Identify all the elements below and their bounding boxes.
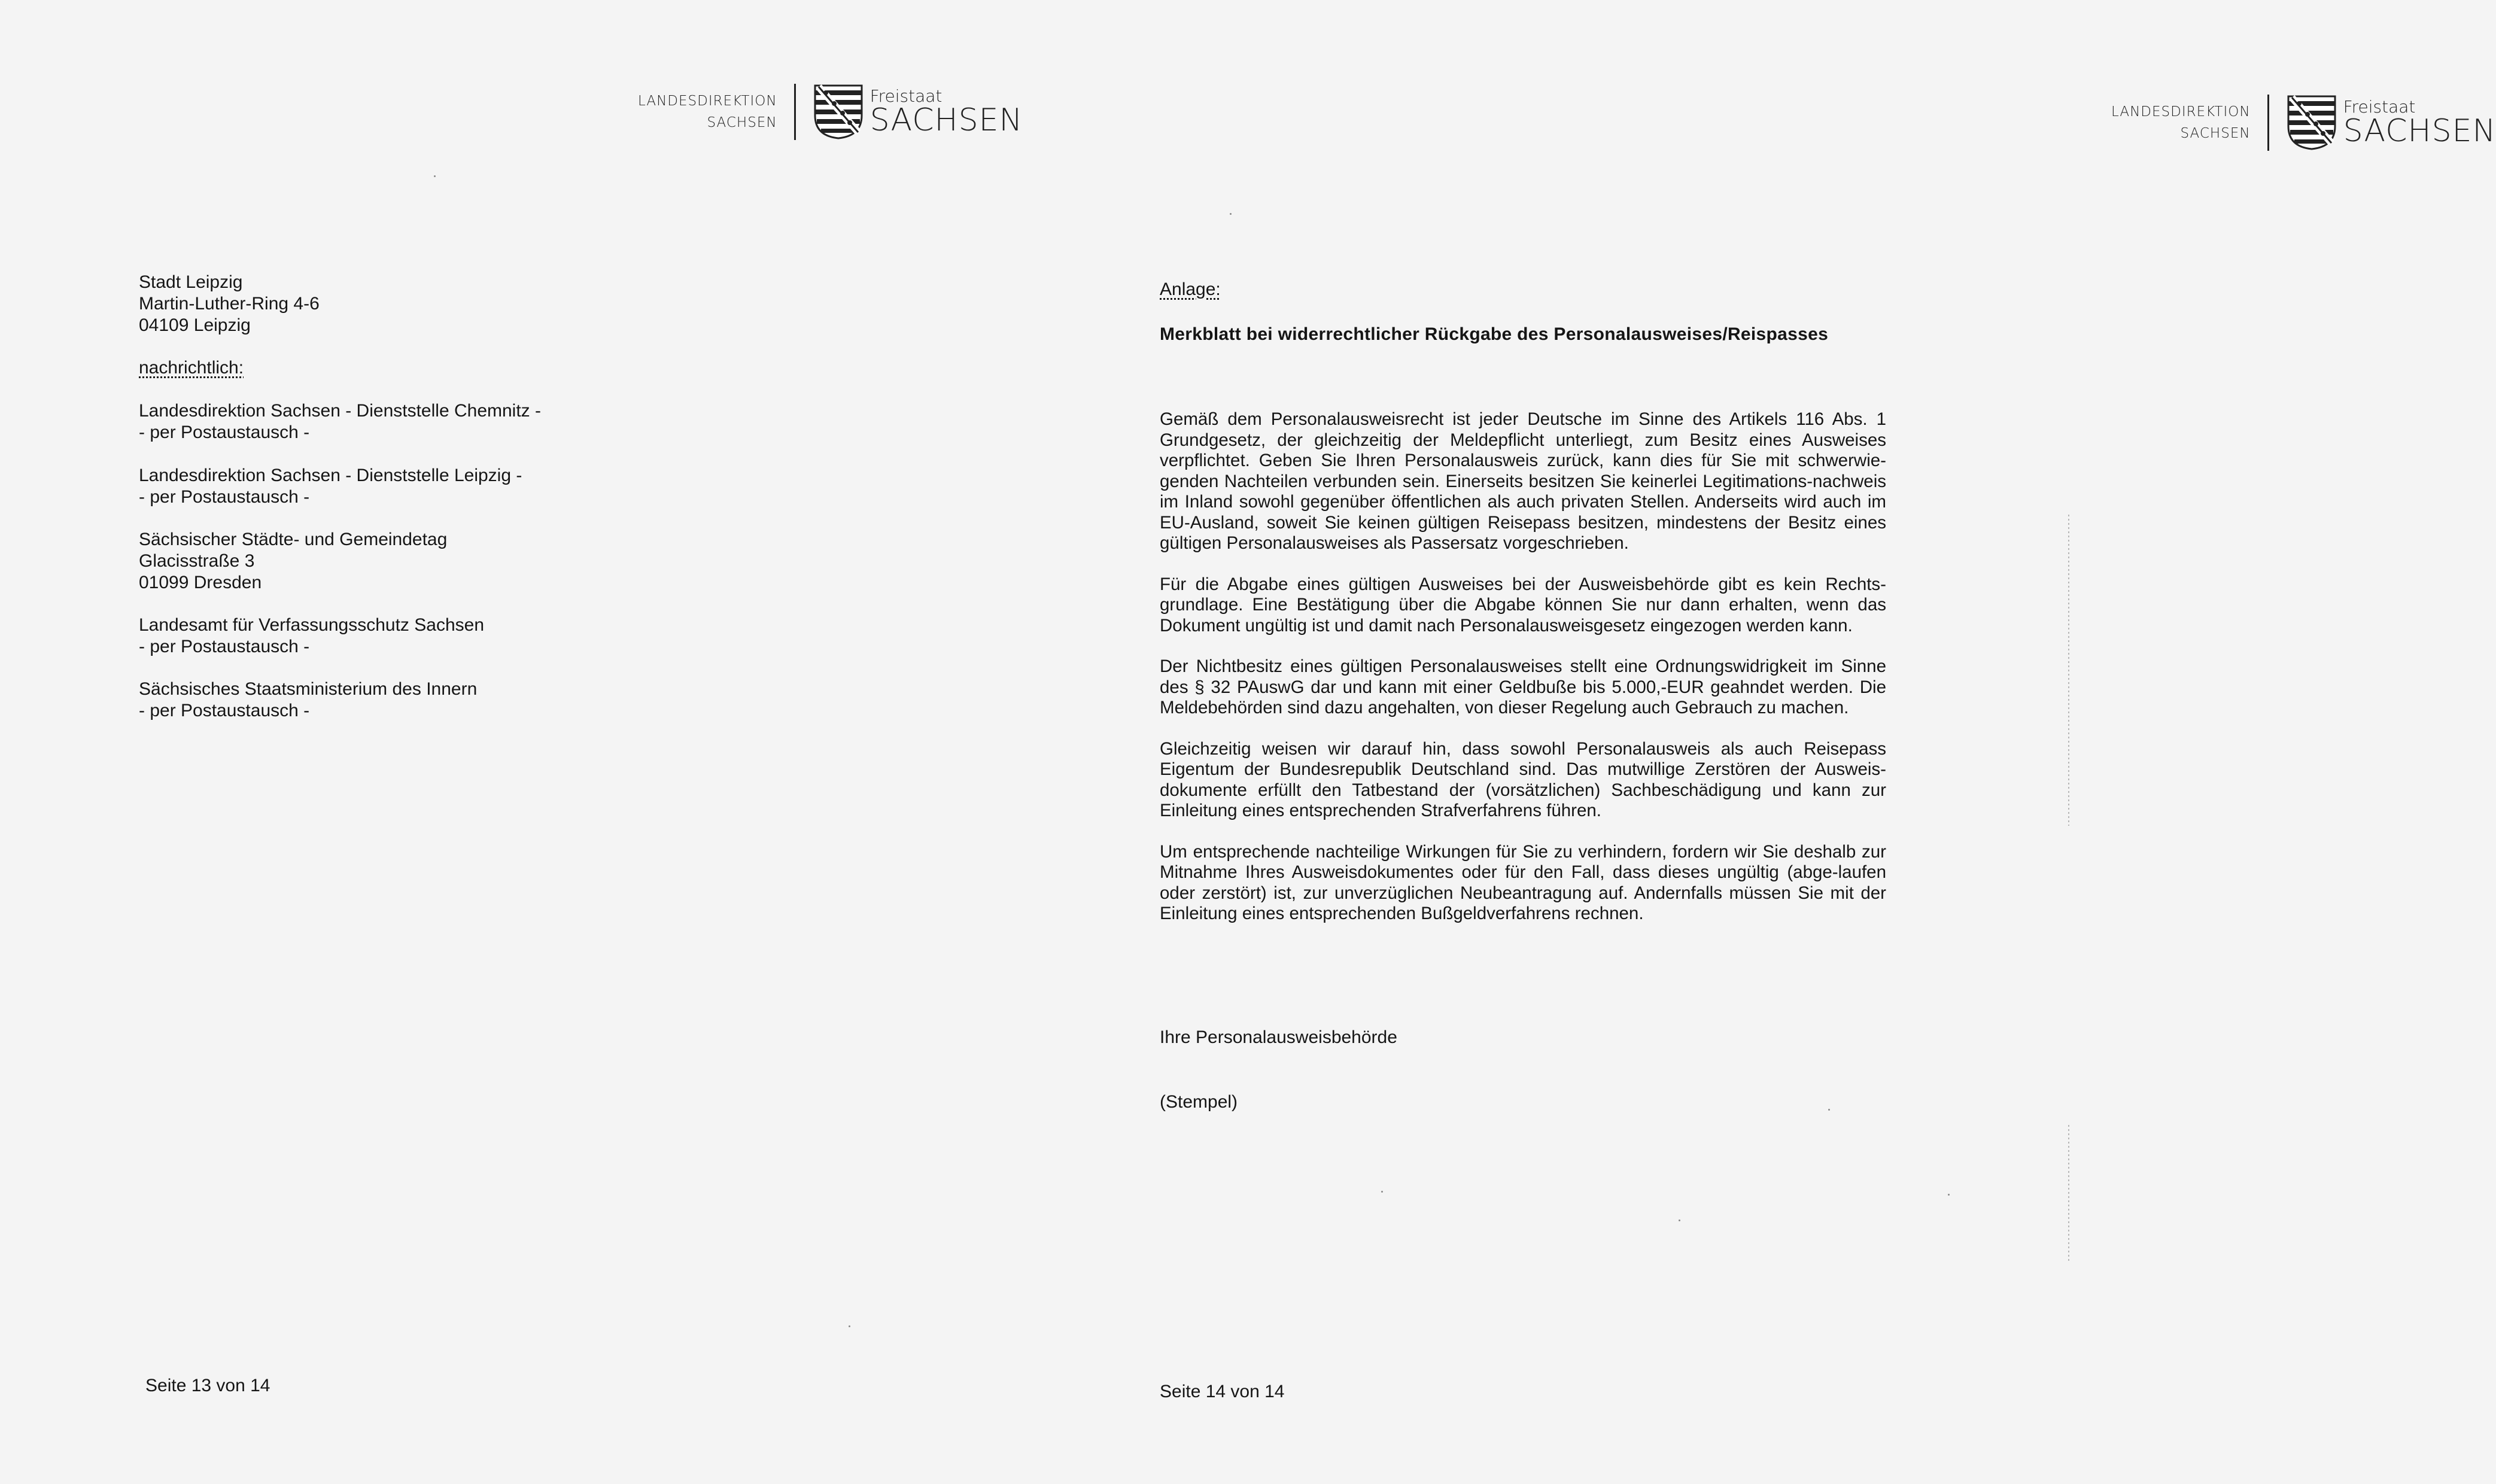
letterhead-divider	[2267, 95, 2269, 151]
document-page-13	[0, 0, 1049, 1484]
scan-speck	[1948, 1194, 1950, 1196]
recipient-address	[139, 272, 677, 336]
document-page-14	[1049, 0, 2496, 1484]
paragraph: Der Nichtbesitz eines gültigen Personalausweises stellt eine Ordnungswidrigkeit im Sinne des § 32 PAuswG dar und kann mit einer Geldbuße bis 5.000,-EUR geahndet werden. Die Meldebehörden sind dazu angehalten, von dieser Regelung auch Gebrauch zu machen.	[1160, 656, 1886, 717]
address-line: - per Postaustausch -	[139, 701, 310, 720]
scan-speck	[1230, 213, 1232, 215]
cc-recipient	[139, 465, 677, 508]
document-title: Merkblatt bei widerrechtlicher Rückgabe des Personalausweises/Reispasses	[1160, 324, 1829, 344]
cc-label: nachrichtlich:	[139, 358, 244, 378]
page-number: Seite 13 von 14	[145, 1376, 270, 1395]
page-number: Seite 14 von 14	[1160, 1382, 1285, 1401]
cc-recipient	[139, 400, 677, 443]
address-line: 01099 Dresden	[139, 573, 262, 592]
state-small: Freistaat	[2343, 97, 2416, 117]
letterhead-org	[638, 90, 777, 133]
letterhead-state	[2343, 99, 2496, 147]
cc-recipient	[139, 679, 677, 722]
scan-speck	[1679, 1220, 1680, 1221]
org-line-2: SACHSEN	[2180, 126, 2251, 141]
attachment-label: Anlage:	[1160, 279, 1221, 299]
address-line: - per Postaustausch -	[139, 637, 310, 656]
scan-speck	[1381, 1191, 1383, 1193]
scan-speck	[849, 1325, 850, 1327]
scan-artifact	[2068, 1125, 2069, 1263]
cc-recipient	[139, 529, 677, 594]
address-line: Glacisstraße 3	[139, 551, 255, 571]
scan-speck	[1828, 1109, 1830, 1111]
address-line: Stadt Leipzig	[139, 272, 243, 292]
address-line: - per Postaustausch -	[139, 487, 310, 507]
paragraph: Um entsprechende nachteilige Wirkungen für Sie zu verhindern, fordern wir Sie deshalb zur Mitnahme Ihres Ausweisdokumentes oder für den Fall, dass dieses ungültig (abge-laufen oder zerstört) ist, zur unverzüglichen Neubeantragung auf. Andernfalls müssen Sie mit der Einleitung eines entsprechenden Bußgeldverfahrens rechnen.	[1160, 841, 1886, 923]
paragraph: Für die Abgabe eines gültigen Ausweises bei der Ausweisbehörde gibt es kein Rechts-grundlage. Eine Bestätigung über die Abgabe können Sie nur dann erhalten, wenn das Dokument ungültig ist und damit nach Personalausweisgesetz eingezogen werden kann.	[1160, 574, 1886, 635]
address-line: Landesdirektion Sachsen - Dienststelle Chemnitz -	[139, 401, 541, 421]
address-line: Landesamt für Verfassungsschutz Sachsen	[139, 615, 485, 635]
letterhead	[2111, 95, 2496, 151]
org-line-1: LANDESDIREKTION	[638, 93, 777, 109]
saxony-coat-of-arms-icon	[2287, 95, 2336, 150]
state-large: SACHSEN	[2343, 113, 2496, 149]
address-line: 04109 Leipzig	[139, 315, 251, 335]
address-line: Martin-Luther-Ring 4-6	[139, 294, 320, 314]
address-line: Sächsisches Staatsministerium des Innern	[139, 679, 478, 699]
letterhead-org	[2111, 101, 2251, 144]
letterhead-divider	[794, 84, 796, 140]
paragraph: Gemäß dem Personalausweisrecht ist jeder Deutsche im Sinne des Artikels 116 Abs. 1 Grundgesetz, der gleichzeitig der Meldepflicht unterliegt, zum Besitz eines Ausweises verpflichtet. Geben Sie Ihren Personalausweis zurück, kann dies für Sie mit schwerwie-genden Nachteilen verbunden sein. Einerseits besitzen Sie keinerlei Legitimations-nachweis im Inland sowohl gegenüber öffentlichen als auch privaten Stellen. Anderseits wird auch im EU-Ausland, soweit Sie keinen gültigen Reisepass besitzen, mindestens der Besitz eines gültigen Personalausweises als Passersatz vorgeschrieben.	[1160, 409, 1886, 553]
saxony-coat-of-arms-icon	[814, 84, 863, 139]
document-body	[1160, 409, 1886, 945]
cc-recipient	[139, 615, 677, 658]
state-small: Freistaat	[870, 86, 943, 106]
address-line: Sächsischer Städte- und Gemeindetag	[139, 530, 448, 549]
address-line: - per Postaustausch -	[139, 422, 310, 442]
state-large: SACHSEN	[870, 102, 1023, 138]
stamp-placeholder: (Stempel)	[1160, 1092, 1238, 1112]
org-line-1: LANDESDIREKTION	[2111, 104, 2251, 120]
paragraph: Gleichzeitig weisen wir darauf hin, dass sowohl Personalausweis als auch Reisepass Eigentum der Bundesrepublik Deutschland sind. Das mutwillige Zerstören der Ausweis-dokumente erfüllt den Tatbestand der (vorsätzlichen) Sachbeschädigung und kann zur Einleitung eines entsprechenden Strafverfahrens führen.	[1160, 738, 1886, 820]
letterhead-state	[870, 88, 1023, 136]
closing-signature: Ihre Personalausweisbehörde	[1160, 1027, 1397, 1047]
scan-artifact	[2068, 515, 2069, 826]
scan-speck	[434, 175, 436, 177]
address-line: Landesdirektion Sachsen - Dienststelle Leipzig -	[139, 466, 522, 485]
letterhead	[638, 84, 1023, 140]
org-line-2: SACHSEN	[707, 115, 777, 130]
